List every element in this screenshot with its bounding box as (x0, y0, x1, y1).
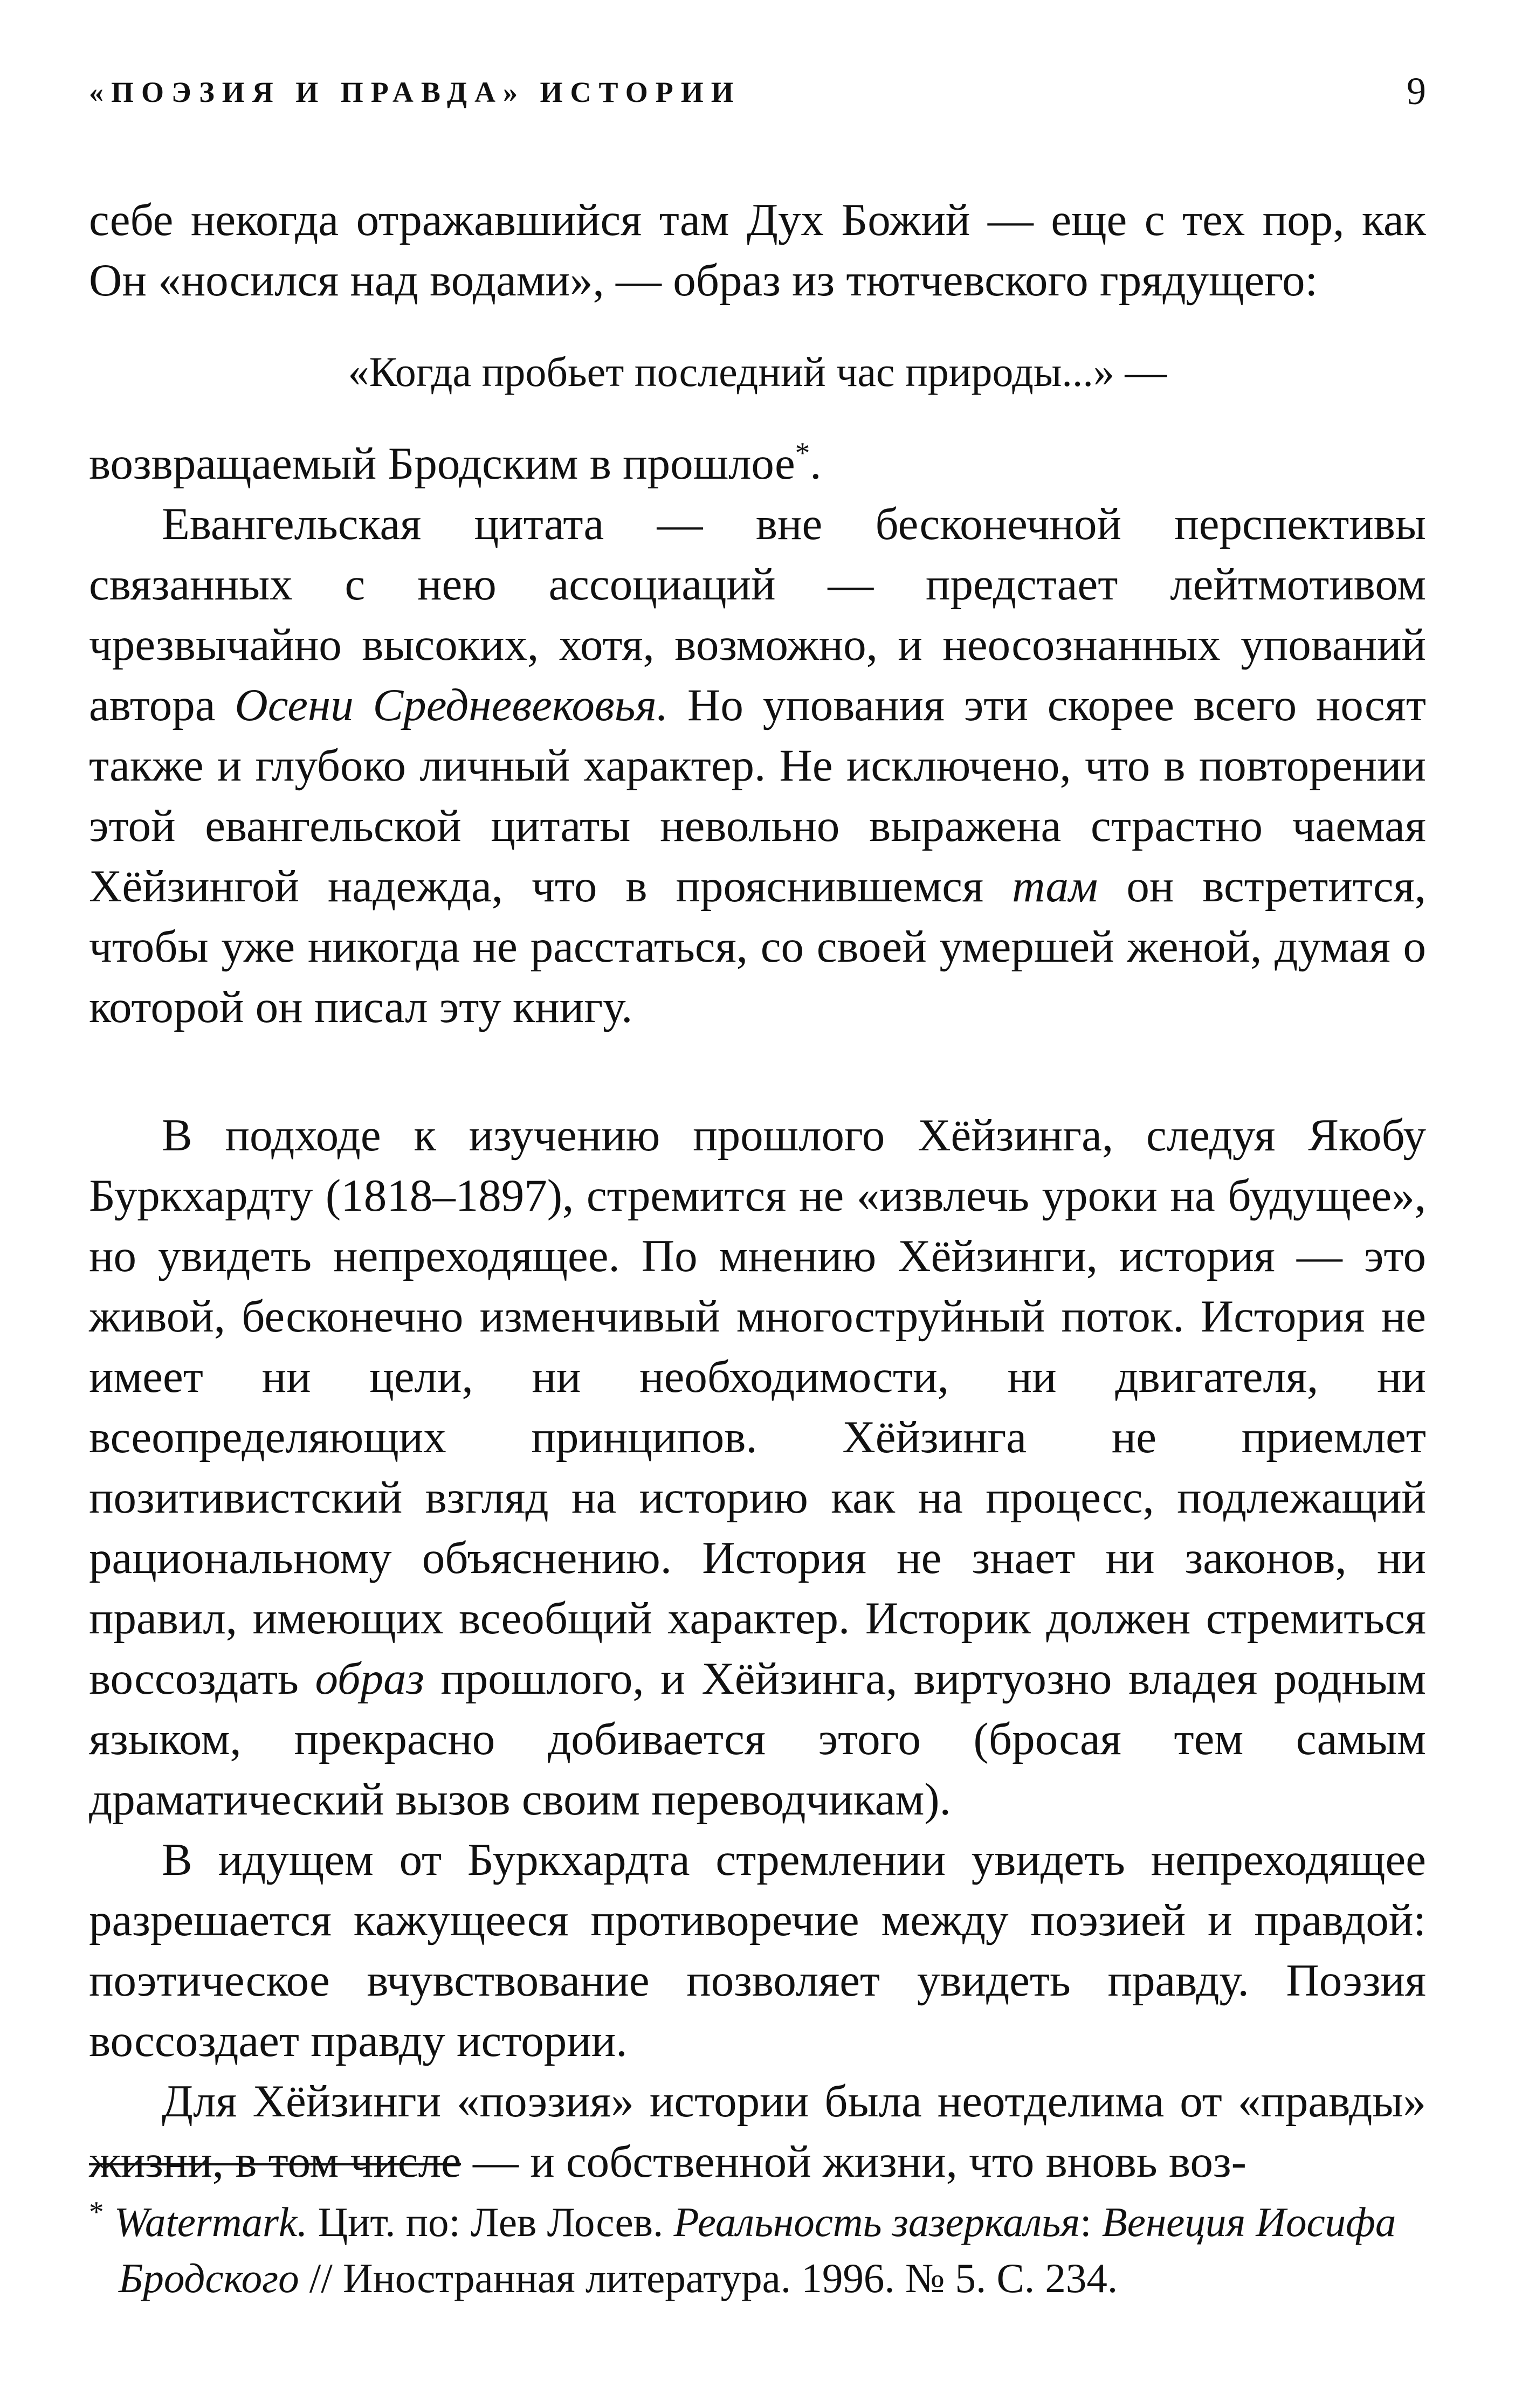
paragraph-text: прошлого, и Хёйзинга, виртуозно владея родным языком, прекрасно добивается этого (бросая тем самым драматический вызов своим переводчикам). (89, 1653, 1426, 1825)
footnote-reference: * (795, 436, 810, 470)
paragraph-text: возвращаемый Бродским в прошлое (89, 438, 795, 489)
paragraph-brodsky (89, 433, 1426, 494)
footnote-citation: Цит. по: Лев Лосев. (307, 2199, 674, 2245)
paragraph-text: Евангельская цитата — вне бесконечной перспективы связанных с нею ассоциаций — предстает лейтмотивом чрезвычайно высоких, хотя, возможно, и неосознанных упований автора (89, 499, 1426, 730)
text-block-upper (89, 190, 1426, 1037)
book-title: Осени Средневековья. (235, 680, 669, 730)
footnote-subject-title: Венеция Иосифа (1101, 2199, 1396, 2245)
paragraph-text: Но упования эти скорее всего носят также и глубоко личный характер. Не исключено, что в повторении этой евангельской цитаты невольно выражена страстно чаемая Хёйзингой надежда, что в прояснившемся (89, 680, 1426, 912)
paragraph-text: он встретится, чтобы уже никогда не расстаться, со своей умершей женой, думая о которой он писал эту книгу. (89, 861, 1426, 1032)
footnote-line-two (89, 2255, 1118, 2301)
running-title: «ПОЭЗИЯ И ПРАВДА» ИСТОРИИ (89, 76, 741, 108)
page-number: 9 (1407, 70, 1426, 113)
emphasis-image: образ (315, 1653, 424, 1704)
footnote-colon: : (1080, 2199, 1102, 2245)
emphasis-there: там (1012, 861, 1098, 912)
footnote-divider (89, 2163, 461, 2165)
paragraph-poetry-truth: В идущем от Буркхардта стремлении увидеть непреходящее разрешается кажущееся противоречие между поэзией и правдой: поэтическое вчувствование позволяет увидеть правду. Поэзия воссоздает правду истории. (89, 1834, 1426, 2066)
footnote (89, 2194, 1426, 2306)
paragraph-continuation (89, 190, 1426, 311)
paragraph-huizinga-life: Для Хёйзинги «поэзия» истории была неотделима от «правды» жизни, в том числе — и собственной жизни, что вновь воз- (89, 2076, 1426, 2187)
footnote-journal: // Иностранная литература. 1996. № 5. С. 234. (299, 2255, 1118, 2301)
footnote-source-title: Watermark. (114, 2199, 308, 2245)
paragraph-text: себе некогда отражавшийся там Дух Божий — еще с тех пор, как Он «носился над водами», — образ из тютчевского грядущего: (89, 195, 1426, 306)
paragraph-burckhardt (89, 1105, 1426, 1830)
paragraph-text: В подходе к изучению прошлого Хёйзинга, следуя Якобу Буркхардту (1818–1897), стремится не «извлечь уроки на будущее», но увидеть непреходящее. По мнению Хёйзинги, история — это живой, бесконечно изменчивый многоструйный поток. История не имеет ни цели, ни необходимости, ни двигателя, ни всеопределяющих принципов. Хёйзинга не приемлет позитивистский взгляд на историю как на процесс, подлежащий рациональному объяснению. История не знает ни законов, ни правил, имеющих всеобщий характер. Историк должен стремиться воссоздать (89, 1110, 1426, 1704)
verse-quote: «Когда пробьет последний час природы...» — (348, 348, 1167, 395)
paragraph-gospel (89, 494, 1426, 1037)
footnote-subject-title-end: Бродского (119, 2255, 299, 2301)
text-block-lower (89, 1105, 1426, 2192)
paragraph-text-end: . (810, 438, 822, 489)
footnote-marker: * (89, 2195, 104, 2228)
footnote-article-title: Реальность зазеркалья (673, 2199, 1080, 2245)
